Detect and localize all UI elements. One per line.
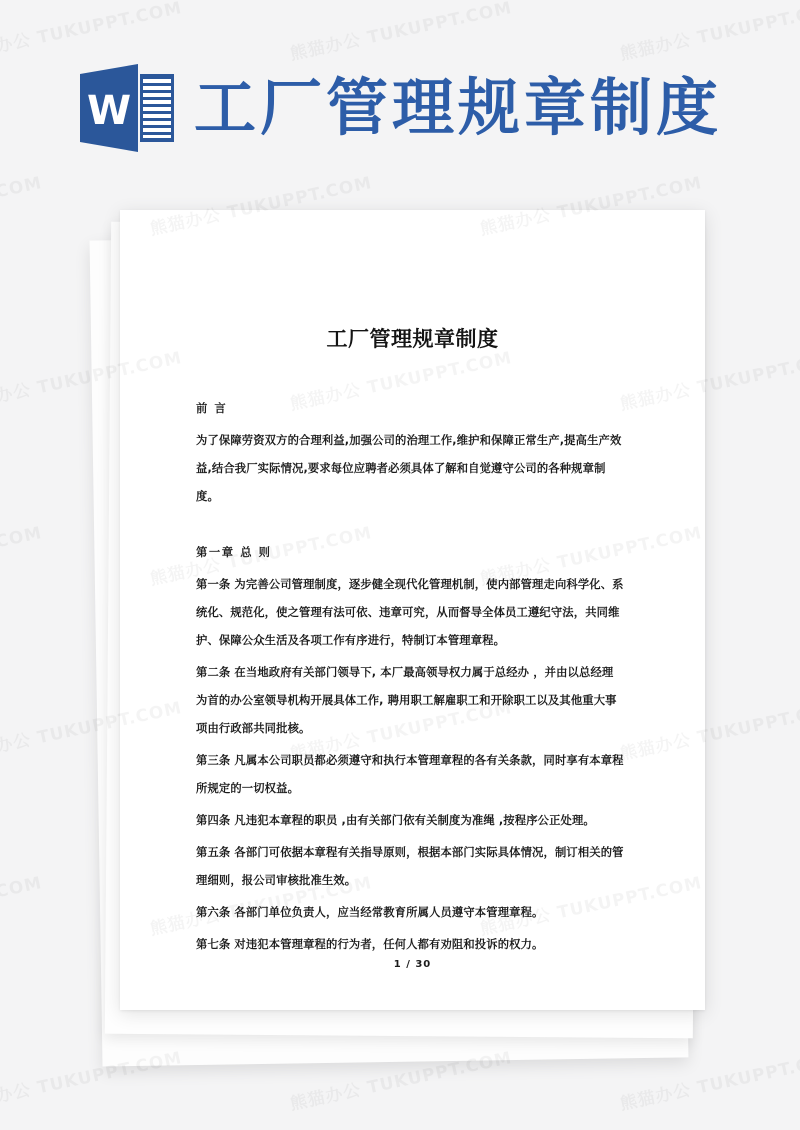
page-title: 工厂管理规章制度 <box>326 327 499 351</box>
page-number-footer: 1 / 30 <box>393 959 432 970</box>
chapter-1-heading: 第一章 总 则 <box>196 546 272 559</box>
word-document-icon <box>78 62 176 154</box>
preface-heading: 前 言 <box>196 402 228 415</box>
article-4: 第四条 凡违犯本章程的职员 ,由有关部门依有关制度为准绳 ,按程序公正处理。 <box>196 814 595 827</box>
article-6: 第六条 各部门单位负责人，应当经常教育所属人员遵守本管理章程。 <box>196 906 544 919</box>
page-sheet-front[interactable] <box>120 210 705 1010</box>
preface-body: 为了保障劳资双方的合理利益,加强公司的治理工作,维护和保障正常生产,提高生产效益,结合我厂实际情况,要求每位应聘者必须具体了解和自觉遵守公司的各种规章制度。 <box>196 434 622 503</box>
page-content <box>120 210 705 1010</box>
article-7: 第七条 对违犯本管理章程的行为者，任何人都有劝阻和投诉的权力。 <box>196 938 544 951</box>
article-1: 第一条 为完善公司管理制度，逐步健全现代化管理机制，使内部管理走向科学化、系统化、规范化，使之管理有法可依、违章可究，从而督导全体员工遵纪守法，共同维护、保障公众生活及各项工作有序进行，特制订本管理章程。 <box>196 578 624 647</box>
preview-header-title: 工厂管理规章制度 <box>193 71 722 144</box>
article-2: 第二条 在当地政府有关部门领导下, 本厂最高领导权力属于总经办 ，并由以总经理为首的办公室领导机构开展具体工作, 聘用职工解雇职工和开除职工以及其他重大事项由行政部共同批核。 <box>196 666 617 735</box>
article-5: 第五条 各部门可依据本章程有关指导原则，根据本部门实际具体情况，制订相关的管理细则，报公司审核批准生效。 <box>196 846 624 887</box>
preview-header <box>0 58 800 158</box>
svg-text:W: W <box>86 88 132 134</box>
article-3: 第三条 凡属本公司职员都必须遵守和执行本管理章程的各有关条款，同时享有本章程所规定的一切权益。 <box>196 754 624 795</box>
document-body <box>196 395 624 959</box>
paragraph-spacer <box>196 511 624 539</box>
